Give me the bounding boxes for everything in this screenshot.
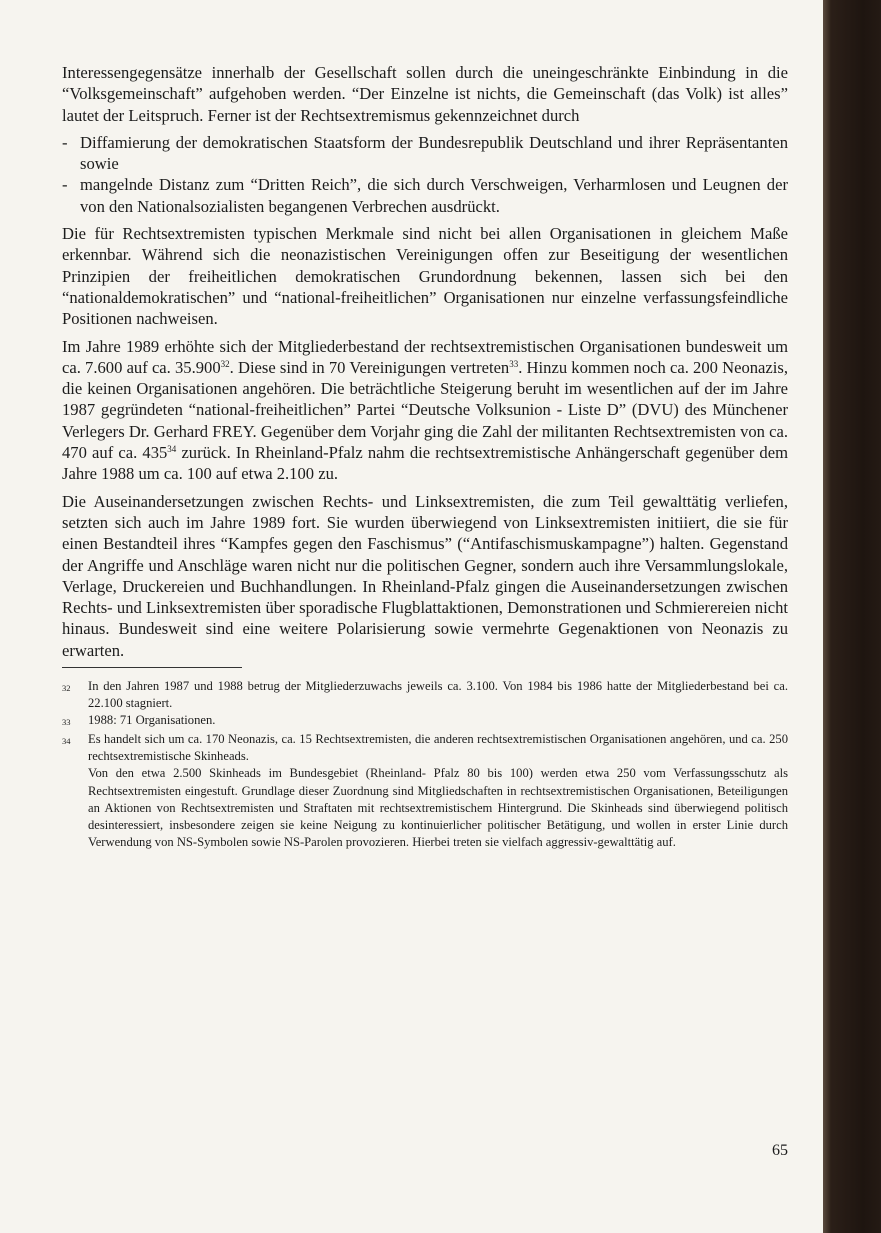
footnote-text: Es handelt sich um ca. 170 Neonazis, ca. 15 Rechtsextremisten, die anderen rechtsextremistischen Organisationen angehören, und ca. 250 rechtsextremistische Skinheads. <box>88 732 788 764</box>
paragraph-membership <box>62 336 788 485</box>
footnote-33 <box>62 712 788 731</box>
bullet-dash: - <box>62 175 68 195</box>
footnotes <box>62 678 788 851</box>
main-text <box>62 62 788 661</box>
footnote-number: 33 <box>62 717 71 728</box>
bullet-text: mangelnde Distanz zum “Dritten Reich”, die sich durch Verschweigen, Verharmlosen und Leugnen der von den Nationalsozialisten begangenen Verbrechen ausdrückt. <box>80 175 788 216</box>
paragraph-intro: Interessengegensätze innerhalb der Gesellschaft sollen durch die uneingeschränkte Einbindung in die “Volksgemeinschaft” aufgehoben werden. “Der Einzelne ist nichts, die Gemeinschaft (das Volk) ist alles” lautet der Leitspruch. Ferner ist der Rechtsextremismus gekennzeichnet durch <box>62 63 788 125</box>
footnote-divider <box>62 667 242 668</box>
footnote-ref-32: 32 <box>220 358 230 369</box>
paragraph-characteristics: Die für Rechtsextremisten typischen Merkmale sind nicht bei allen Organisationen in gleichem Maße erkennbar. Während sich die neonazistischen Vereinigungen offen zur Beseitigung der wesentlichen Prinzipien der freiheitlichen demokratischen Grundordnung bekennen, lassen sich bei den “nationaldemokratischen” und “national-freiheitlichen” Organisationen nur einzelne verfassungsfeindliche Positionen nachweisen. <box>62 224 788 329</box>
bullet-dash: - <box>62 132 68 152</box>
membership-text-2: . Diese sind in 70 Vereinigungen vertreten <box>229 357 510 377</box>
book-binding-edge <box>823 0 881 1233</box>
list-item <box>62 174 788 217</box>
footnote-ref-33: 33 <box>509 358 519 369</box>
membership-text-1: Im Jahre 1989 erhöhte sich der Mitgliederbestand der rechtsextremistischen Organisationen bundesweit um ca. 7.600 auf ca. 35.900 <box>62 336 788 377</box>
footnote-32 <box>62 678 788 712</box>
footnote-text: In den Jahren 1987 und 1988 betrug der Mitgliederzuwachs jeweils ca. 3.100. Von 1984 bis 1986 hatte der Mitgliederbestand bei ca. 22.100 stagniert. <box>88 679 788 711</box>
bullet-text: Diffamierung der demokratischen Staatsform der Bundesrepublik Deutschland und ihrer Repräsentanten sowie <box>80 132 788 174</box>
bullet-list <box>62 132 788 217</box>
footnote-text: Von den etwa 2.500 Skinheads im Bundesgebiet (Rheinland- Pfalz 80 bis 100) werden etwa 250 vom Verfassungsschutz als Rechtsextremisten eingestuft. Grundlage dieser Zuordnung sind Mitgliedschaften in rechtsextremistischen Organisationen, Beteiligungen an Aktionen von Rechtsextremisten und Straftaten mit rechtsextremistischem Hintergrund. Die Skinheads sind überwiegend politisch desinteressiert, insbesondere zeigen sie keine Neigung zu kontinuierlicher politischer Betätigung, und wollen in erster Linie durch Verwendung von NS-Symbolen sowie NS-Parolen provozieren. Hierbei treten sie vielfach aggressiv-gewalttätig auf. <box>88 766 788 849</box>
footnote-text: 1988: 71 Organisationen. <box>88 713 216 728</box>
paragraph-conflicts: Die Auseinandersetzungen zwischen Rechts- und Linksextremisten, die zum Teil gewalttätig verliefen, setzten sich auch im Jahre 1989 fort. Sie wurden überwiegend von Linksextremisten initiiert, die sie für einen Bestandteil ihres “Kampfes gegen den Faschismus” (“Antifaschismuskampagne”) halten. Gegenstand der Angriffe und Anschläge waren nicht nur die politischen Gegner, sondern auch ihre Versammlungslokale, Verlage, Druckereien und Buchhandlungen. In Rheinland-Pfalz gingen die Auseinandersetzungen zwischen Rechts- und Linksextremisten über sporadische Flugblattaktionen, Demonstrationen und Schmierereien nicht hinaus. Bundesweit sind eine weitere Polarisierung sowie vermehrte Gegenaktionen von Neonazis zu erwarten. <box>62 491 788 660</box>
list-item <box>62 132 788 175</box>
footnote-number: 34 <box>62 736 71 747</box>
membership-text-3: . Hinzu kommen noch ca. 200 Neonazis, die keinen Organisationen angehören. Die beträchtliche Steigerung beruht im wesentlichen auf der im Jahre 1987 gegründeten “national-freiheitlichen” Partei “Deutsche Volksunion - Liste D” (DVU) des Münchener Verlegers Dr. Gerhard FREY. Gegenüber dem Vorjahr ging die Zahl der militanten Rechtsextremisten von ca. 470 auf ca. 435 <box>62 357 788 463</box>
page-number: 65 <box>772 1142 788 1159</box>
footnote-34 <box>62 731 788 851</box>
footnote-number: 32 <box>62 683 71 694</box>
membership-text-4: zurück. In Rheinland-Pfalz nahm die rechtsextremistische Anhängerschaft gegenüber dem Jahre 1988 um ca. 100 auf etwa 2.100 zu. <box>62 443 788 484</box>
text-block <box>62 62 788 851</box>
footnote-ref-34: 34 <box>167 444 177 455</box>
